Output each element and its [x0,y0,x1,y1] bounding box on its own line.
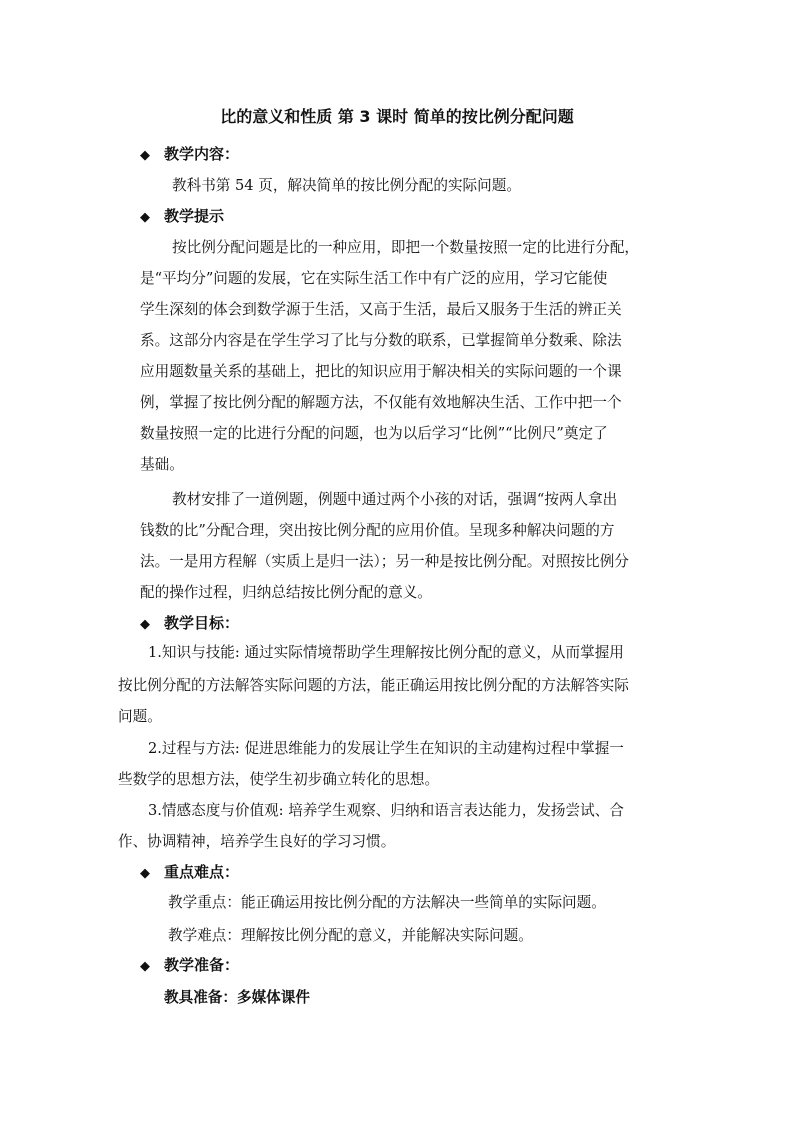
diamond-bullet-icon: ◆ [140,959,150,974]
section-heading-label: 教学目标： [164,614,240,632]
paragraph-line: 法。一是用方程解（实质上是归一法）；另一种是按比例分配。对照按比例分 [140,553,629,570]
paragraph-line: 教科书第 54 页，解决简单的按比例分配的实际问题。 [172,177,521,194]
section-heading-key-points [140,862,239,884]
paragraph-line: 教学难点：理解按比例分配的意义，并能解决实际问题。 [168,927,533,944]
paragraph-line: 应用题数量关系的基础上，把比的知识应用于解决相关的实际问题的一个课 [140,363,622,380]
section-heading-label: 重点难点： [164,863,240,881]
paragraph-line: 配的操作过程，归纳总结按比例分配的意义。 [140,584,432,601]
paragraph-line: 问题。 [118,708,162,725]
paragraph-line: 例，掌握了按比例分配的解题方法，不仅能有效地解决生活、工作中把一个 [140,394,622,411]
diamond-bullet-icon: ◆ [140,866,150,881]
paragraph-line: 系。这部分内容是在学生学习了比与分数的联系，已掌握简单分数乘、除法 [140,332,622,349]
section-heading-content [140,144,239,166]
section-heading-label: 教学内容： [164,145,240,163]
section-heading-label: 教学提示 [164,207,225,225]
paragraph-line: 2.过程与方法: 促进思维能力的发展让学生在知识的主动建构过程中掌握一 [148,740,624,757]
paragraph-line: 教学重点：能正确运用按比例分配的方法解决一些简单的实际问题。 [168,894,606,911]
paragraph-line: 按比例分配的方法解答实际问题的方法，能正确运用按比例分配的方法解答实际 [118,677,629,694]
section-heading-preparation [140,955,239,977]
paragraph-line: 作、协调精神，培养学生良好的学习习惯。 [118,833,396,850]
section-heading-label: 教学准备： [164,956,240,974]
paragraph-line: 数量按照一定的比进行分配的问题，也为以后学习“比例”“比例尺”奠定了 [140,425,608,442]
paragraph-line: 按比例分配问题是比的一种应用，即把一个数量按照一定的比进行分配， [172,239,640,256]
section-heading-hints [140,206,224,228]
diamond-bullet-icon: ◆ [140,617,150,632]
diamond-bullet-icon: ◆ [140,210,150,225]
paragraph-line: 学生深刻的体会到数学源于生活，又高于生活，最后又服务于生活的辨正关 [140,301,622,318]
diamond-bullet-icon: ◆ [140,148,150,163]
paragraph-line: 是“平均分”问题的发展，它在实际生活工作中有广泛的应用，学习它能使 [140,270,608,287]
paragraph-line: 教具准备：多媒体课件 [164,989,310,1006]
paragraph-line: 些数学的思想方法，使学生初步确立转化的思想。 [118,771,440,788]
paragraph-line: 基础。 [140,456,184,473]
paragraph-line: 3.情感态度与价值观: 培养学生观察、归纳和语言表达能力，发扬尝试、合 [148,802,624,819]
page-title: 比的意义和性质 第 3 课时 简单的按比例分配问题 [220,107,574,126]
paragraph-line: 钱数的比”分配合理，突出按比例分配的应用价值。呈现多种解决问题的方 [140,522,615,539]
paragraph-line: 1.知识与技能: 通过实际情境帮助学生理解按比例分配的意义，从而掌握用 [148,644,624,661]
paragraph-line: 教材安排了一道例题，例题中通过两个小孩的对话，强调“按两人拿出 [172,491,618,508]
section-heading-goals [140,613,239,635]
